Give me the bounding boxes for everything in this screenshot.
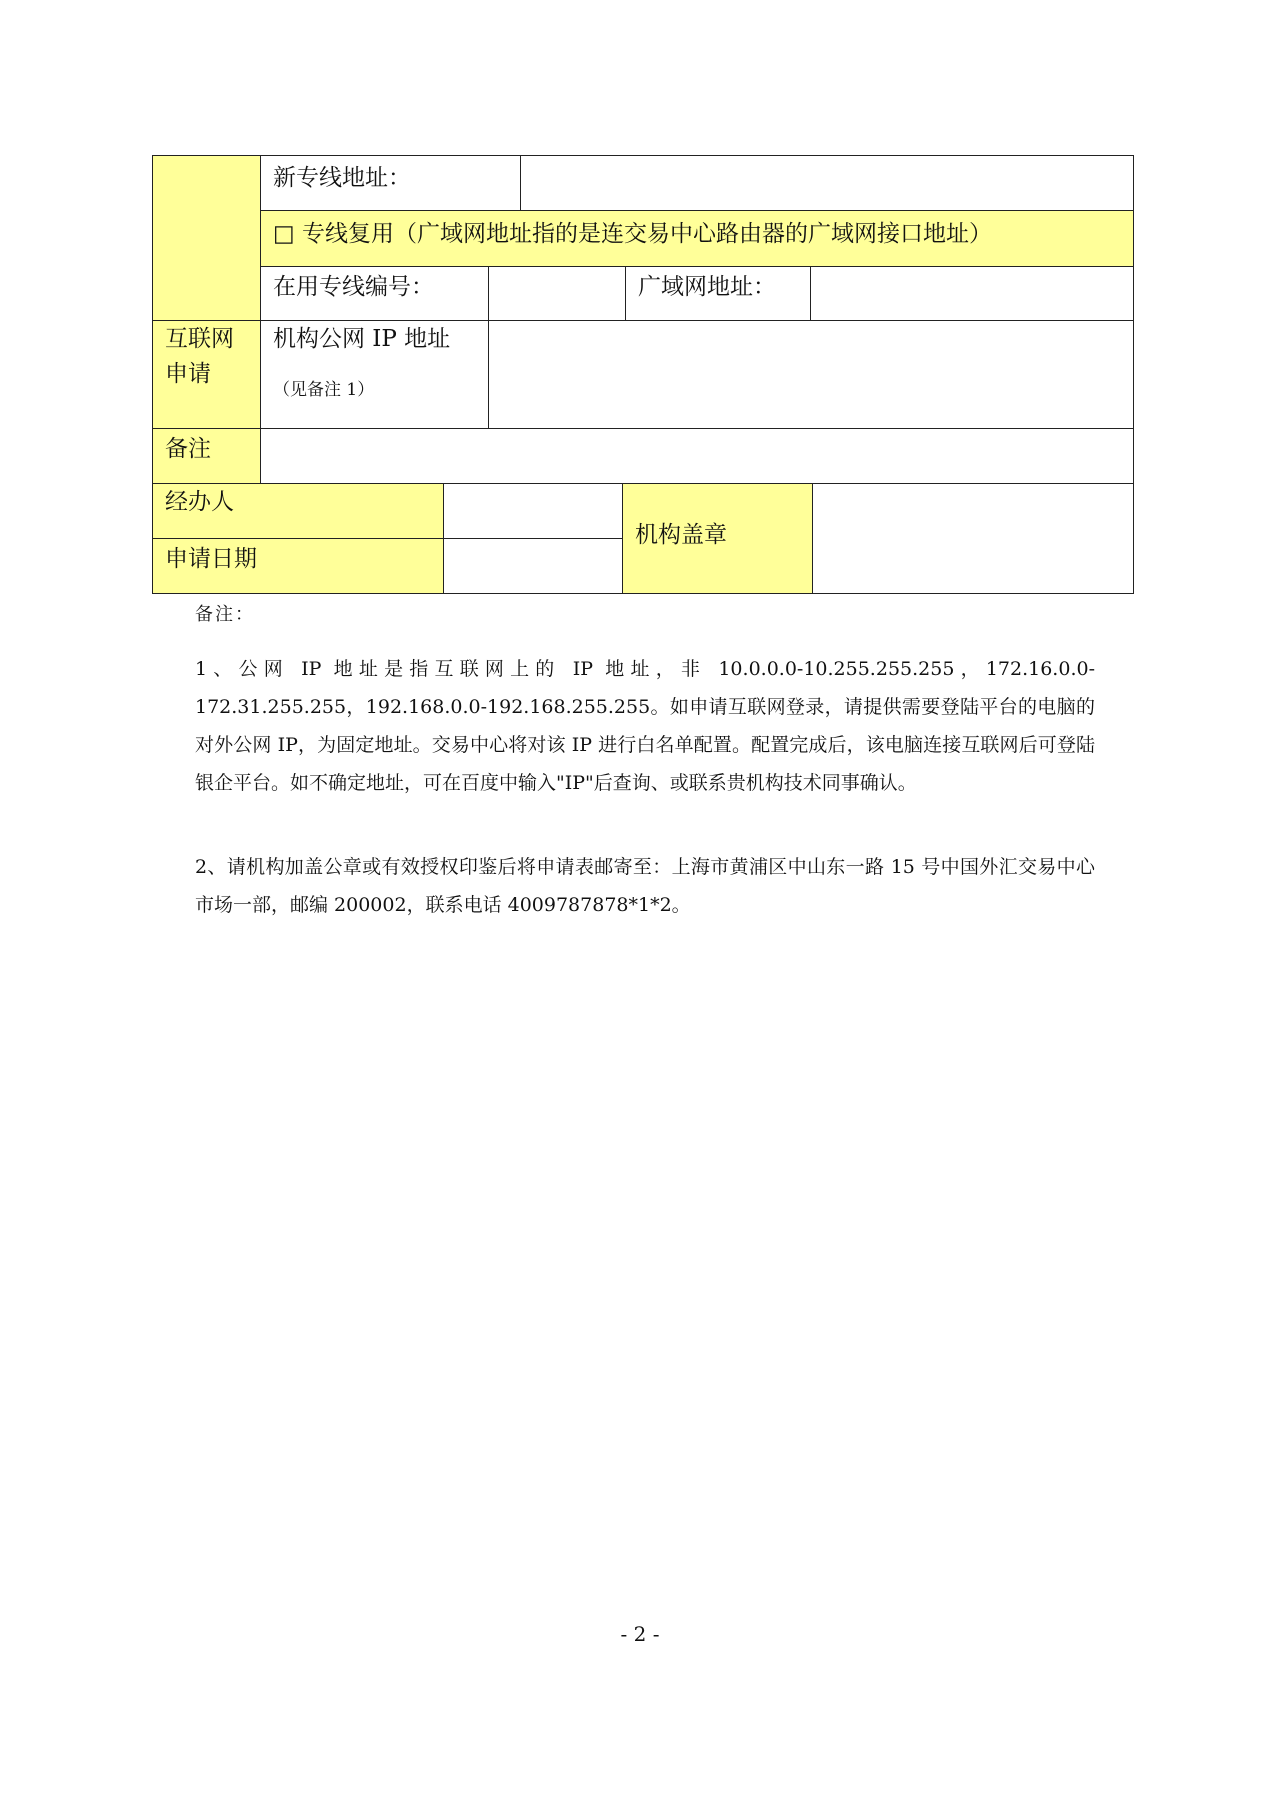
apply-date-field[interactable] [443, 538, 623, 594]
seal-label-cell [622, 483, 813, 594]
wan-address-label: 广域网地址： [638, 274, 776, 300]
public-ip-label-cell [260, 320, 489, 429]
new-line-address-label-cell [260, 155, 521, 211]
existing-line-no-label-cell [260, 266, 489, 321]
new-line-address-label: 新专线地址： [273, 165, 411, 191]
seal-label: 机构盖章 [635, 522, 727, 548]
notes-title: 备注： [195, 604, 255, 625]
note-item-1: 1、公网 IP 地址是指互联网上的 IP 地址，非 10.0.0.0-10.255.255.255，172.16.0.0-172.31.255.255，192.168.0.0-192.168.255.255。如申请互联网登录，请提供需要登陆平台的电脑的对外公网 IP，为固定地址。交易中心将对该 IP 进行白名单配置。配置完成后，该电脑连接互联网后可登陆银企平台。如不确定地址，可在百度中输入"IP"后查询、或联系贵机构技术同事确认。 [195, 658, 1095, 794]
existing-line-no-field[interactable] [488, 266, 626, 321]
handler-field[interactable] [443, 483, 623, 539]
line-reuse-checkbox-label[interactable]: □ 专线复用（广域网地址指的是连交易中心路由器的广域网接口地址） [273, 221, 993, 247]
page-number: - 2 - [620, 1622, 660, 1646]
handler-label-cell [152, 483, 444, 539]
wan-address-field[interactable] [810, 266, 1134, 321]
application-form-table [0, 0, 1280, 600]
public-ip-label: 机构公网 IP 地址 [273, 326, 451, 352]
internet-application-label-line2: 申请 [165, 361, 211, 387]
public-ip-field[interactable] [488, 320, 1134, 429]
internet-application-label-line1: 互联网 [165, 326, 234, 352]
wan-address-label-cell [625, 266, 811, 321]
apply-date-label-cell [152, 538, 444, 594]
remarks-label-cell [152, 428, 261, 484]
handler-label: 经办人 [165, 489, 234, 515]
dedicated-line-section-label-cell [152, 155, 261, 321]
seal-field[interactable] [812, 483, 1134, 594]
internet-application-label-cell [152, 320, 261, 429]
remarks-label: 备注 [165, 436, 211, 462]
remarks-field[interactable] [260, 428, 1134, 484]
apply-date-label: 申请日期 [165, 546, 257, 572]
public-ip-note: （见备注 1） [273, 380, 375, 400]
line-reuse-option-cell[interactable] [260, 210, 1134, 267]
existing-line-no-label: 在用专线编号： [273, 274, 434, 300]
new-line-address-field[interactable] [520, 155, 1134, 211]
note-item-2: 2、请机构加盖公章或有效授权印鉴后将申请表邮寄至：上海市黄浦区中山东一路 15 号中国外汇交易中心市场一部，邮编 200002，联系电话 4009787878*1*2。 [195, 856, 1095, 916]
